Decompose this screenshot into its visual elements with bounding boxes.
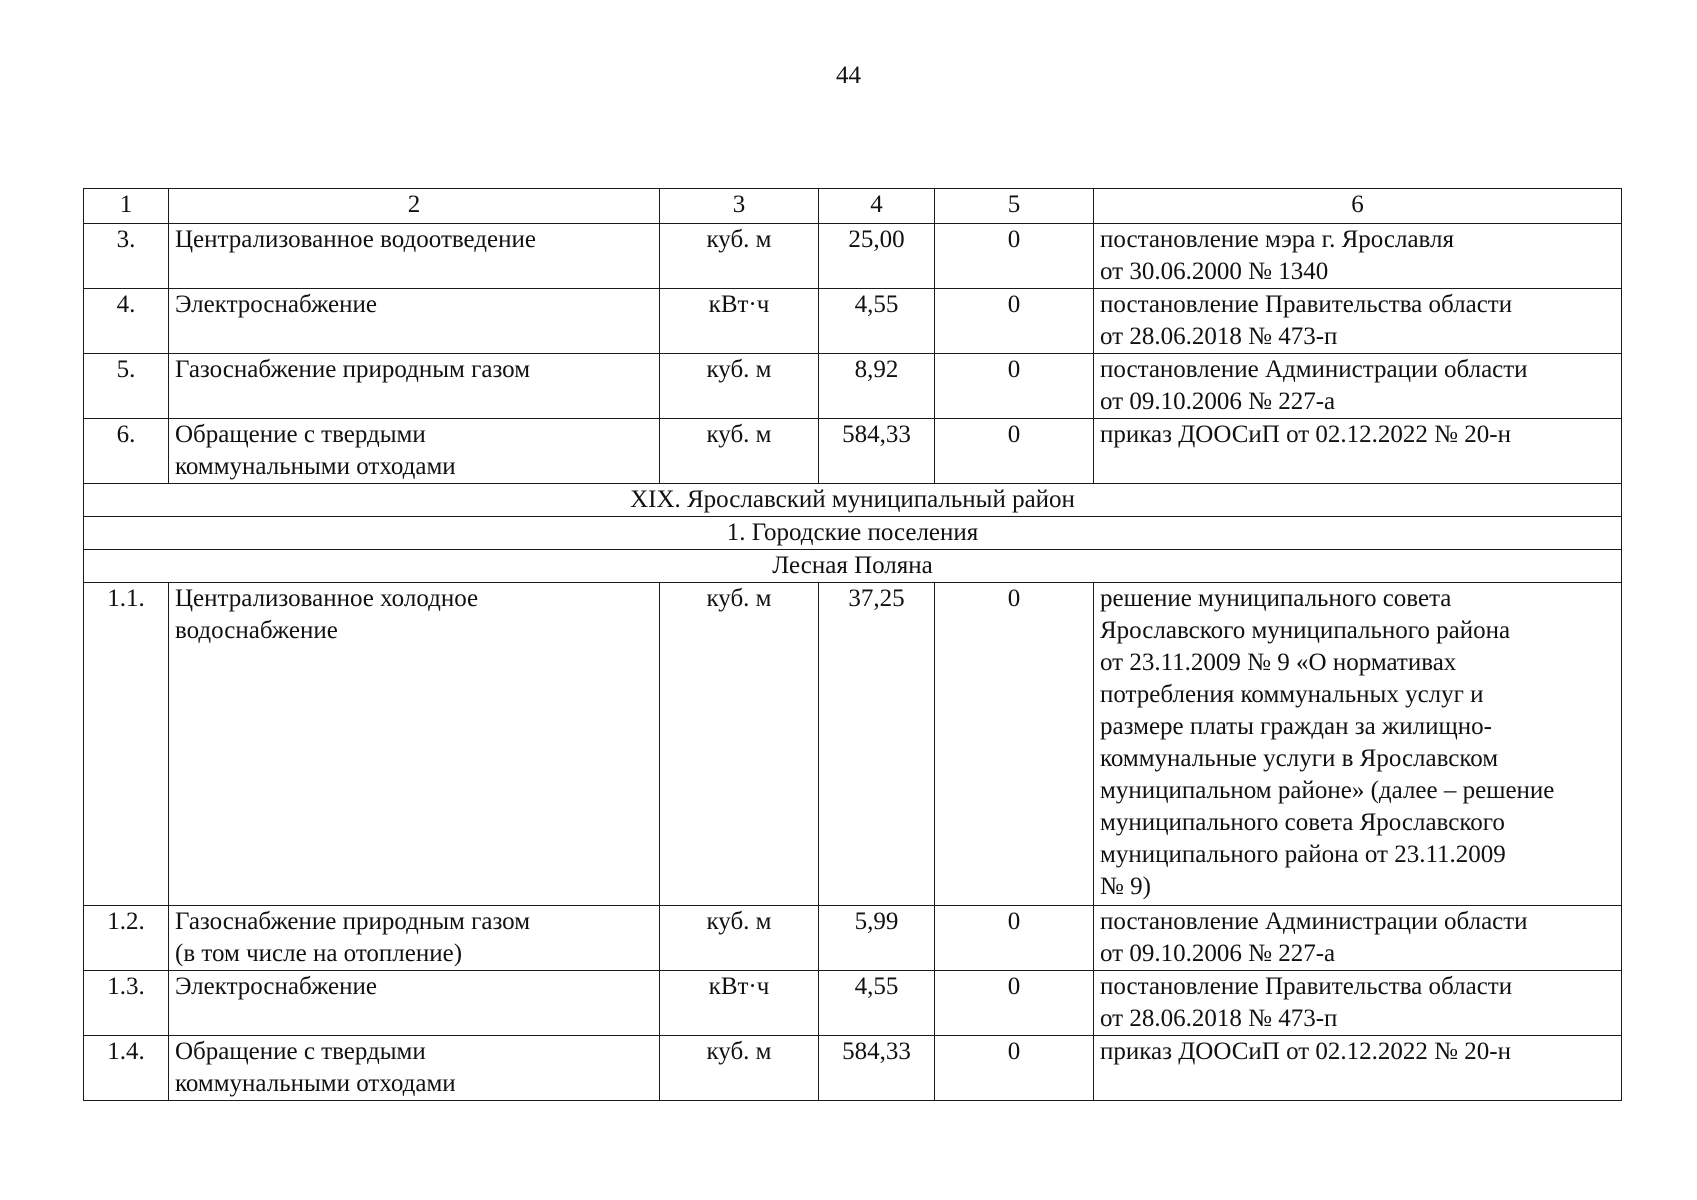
table-row bbox=[84, 419, 1622, 484]
value-cell: 0 bbox=[935, 971, 1094, 1036]
name-line: Централизованное холодное bbox=[175, 585, 479, 612]
norm-value: 37,25 bbox=[819, 583, 935, 906]
norm-value: 584,33 bbox=[819, 419, 935, 484]
header-cell: 4 bbox=[819, 189, 935, 224]
document-line: потребления коммунальных услуг и bbox=[1100, 681, 1484, 708]
document-line: от 09.10.2006 № 227-а bbox=[1100, 388, 1336, 415]
service-name bbox=[169, 289, 660, 354]
legal-document bbox=[1094, 906, 1622, 971]
row-number: 1.1. bbox=[84, 583, 169, 906]
table-row bbox=[84, 906, 1622, 971]
document-line: постановление Администрации области bbox=[1100, 908, 1528, 935]
section-locality-label: Лесная Поляна bbox=[84, 550, 1622, 583]
norm-value: 25,00 bbox=[819, 224, 935, 289]
name-line: (в том числе на отопление) bbox=[175, 940, 463, 967]
value-cell: 0 bbox=[935, 224, 1094, 289]
section-settlements bbox=[84, 517, 1622, 550]
name-line: Обращение с твердыми bbox=[175, 1038, 426, 1065]
service-name bbox=[169, 906, 660, 971]
value-cell: 0 bbox=[935, 583, 1094, 906]
unit-cell: кВт·ч bbox=[660, 971, 819, 1036]
value-cell: 0 bbox=[935, 289, 1094, 354]
service-name bbox=[169, 583, 660, 906]
document-line: муниципального района от 23.11.2009 bbox=[1100, 841, 1506, 868]
row-number: 1.4. bbox=[84, 1036, 169, 1101]
name-line: Электроснабжение bbox=[175, 973, 377, 1000]
table-row bbox=[84, 971, 1622, 1036]
header-cell: 3 bbox=[660, 189, 819, 224]
header-row bbox=[84, 189, 1622, 224]
unit-cell: куб. м bbox=[660, 583, 819, 906]
row-number: 3. bbox=[84, 224, 169, 289]
section-settlements-label: 1. Городские поселения bbox=[84, 517, 1622, 550]
unit-cell: куб. м bbox=[660, 419, 819, 484]
service-name bbox=[169, 1036, 660, 1101]
document-line: от 28.06.2018 № 473-п bbox=[1100, 1005, 1338, 1032]
legal-document bbox=[1094, 419, 1622, 484]
document-line: от 28.06.2018 № 473-п bbox=[1100, 323, 1338, 350]
legal-document bbox=[1094, 971, 1622, 1036]
service-name bbox=[169, 971, 660, 1036]
legal-document bbox=[1094, 289, 1622, 354]
document-line: постановление Администрации области bbox=[1100, 356, 1528, 383]
norm-value: 584,33 bbox=[819, 1036, 935, 1101]
norm-value: 4,55 bbox=[819, 971, 935, 1036]
name-line: коммунальными отходами bbox=[175, 453, 456, 480]
legal-document bbox=[1094, 1036, 1622, 1101]
header-cell: 1 bbox=[84, 189, 169, 224]
norm-value: 5,99 bbox=[819, 906, 935, 971]
name-line: водоснабжение bbox=[175, 617, 338, 644]
table-row bbox=[84, 224, 1622, 289]
page-number: 44 bbox=[836, 62, 861, 89]
document-line: от 09.10.2006 № 227-а bbox=[1100, 940, 1336, 967]
unit-cell: кВт·ч bbox=[660, 289, 819, 354]
header-cell: 5 bbox=[935, 189, 1094, 224]
unit-cell: куб. м bbox=[660, 1036, 819, 1101]
row-number: 6. bbox=[84, 419, 169, 484]
row-number: 4. bbox=[84, 289, 169, 354]
norm-value: 8,92 bbox=[819, 354, 935, 419]
section-district bbox=[84, 484, 1622, 517]
document-line: постановление Правительства области bbox=[1100, 291, 1513, 318]
row-number: 5. bbox=[84, 354, 169, 419]
table-row bbox=[84, 1036, 1622, 1101]
value-cell: 0 bbox=[935, 906, 1094, 971]
unit-cell: куб. м bbox=[660, 354, 819, 419]
document-line: размере платы граждан за жилищно- bbox=[1100, 713, 1492, 740]
row-number: 1.2. bbox=[84, 906, 169, 971]
unit-cell: куб. м bbox=[660, 906, 819, 971]
service-name bbox=[169, 419, 660, 484]
section-locality bbox=[84, 550, 1622, 583]
table-row bbox=[84, 583, 1622, 906]
document-line: приказ ДООСиП от 02.12.2022 № 20-н bbox=[1100, 421, 1511, 448]
document-line: решение муниципального совета bbox=[1100, 585, 1452, 612]
document-line: Ярославского муниципального района bbox=[1100, 617, 1511, 644]
row-number: 1.3. bbox=[84, 971, 169, 1036]
document-line: коммунальные услуги в Ярославском bbox=[1100, 745, 1499, 772]
document-line: постановление Правительства области bbox=[1100, 973, 1513, 1000]
legal-document bbox=[1094, 224, 1622, 289]
legal-document bbox=[1094, 354, 1622, 419]
name-line: Централизованное водоотведение bbox=[175, 226, 536, 253]
norm-value: 4,55 bbox=[819, 289, 935, 354]
unit-cell: куб. м bbox=[660, 224, 819, 289]
name-line: коммунальными отходами bbox=[175, 1070, 456, 1097]
table-row bbox=[84, 354, 1622, 419]
section-district-label: XIX. Ярославский муниципальный район bbox=[84, 484, 1622, 517]
value-cell: 0 bbox=[935, 1036, 1094, 1101]
document-line: от 23.11.2009 № 9 «О нормативах bbox=[1100, 649, 1457, 676]
name-line: Обращение с твердыми bbox=[175, 421, 426, 448]
service-name bbox=[169, 224, 660, 289]
name-line: Газоснабжение природным газом bbox=[175, 908, 531, 935]
name-line: Газоснабжение природным газом bbox=[175, 356, 531, 383]
table-row bbox=[84, 289, 1622, 354]
document-line: приказ ДООСиП от 02.12.2022 № 20-н bbox=[1100, 1038, 1511, 1065]
document-line: муниципальном районе» (далее – решение bbox=[1100, 777, 1555, 804]
document-line: муниципального совета Ярославского bbox=[1100, 809, 1505, 836]
header-cell: 2 bbox=[169, 189, 660, 224]
name-line: Электроснабжение bbox=[175, 291, 377, 318]
header-cell: 6 bbox=[1094, 189, 1622, 224]
norms-table bbox=[83, 188, 1622, 1101]
document-line: № 9) bbox=[1100, 873, 1151, 900]
document-line: от 30.06.2000 № 1340 bbox=[1100, 258, 1329, 285]
document-line: постановление мэра г. Ярославля bbox=[1100, 226, 1455, 253]
value-cell: 0 bbox=[935, 419, 1094, 484]
table-body bbox=[84, 189, 1622, 1101]
value-cell: 0 bbox=[935, 354, 1094, 419]
legal-document bbox=[1094, 583, 1622, 906]
service-name bbox=[169, 354, 660, 419]
